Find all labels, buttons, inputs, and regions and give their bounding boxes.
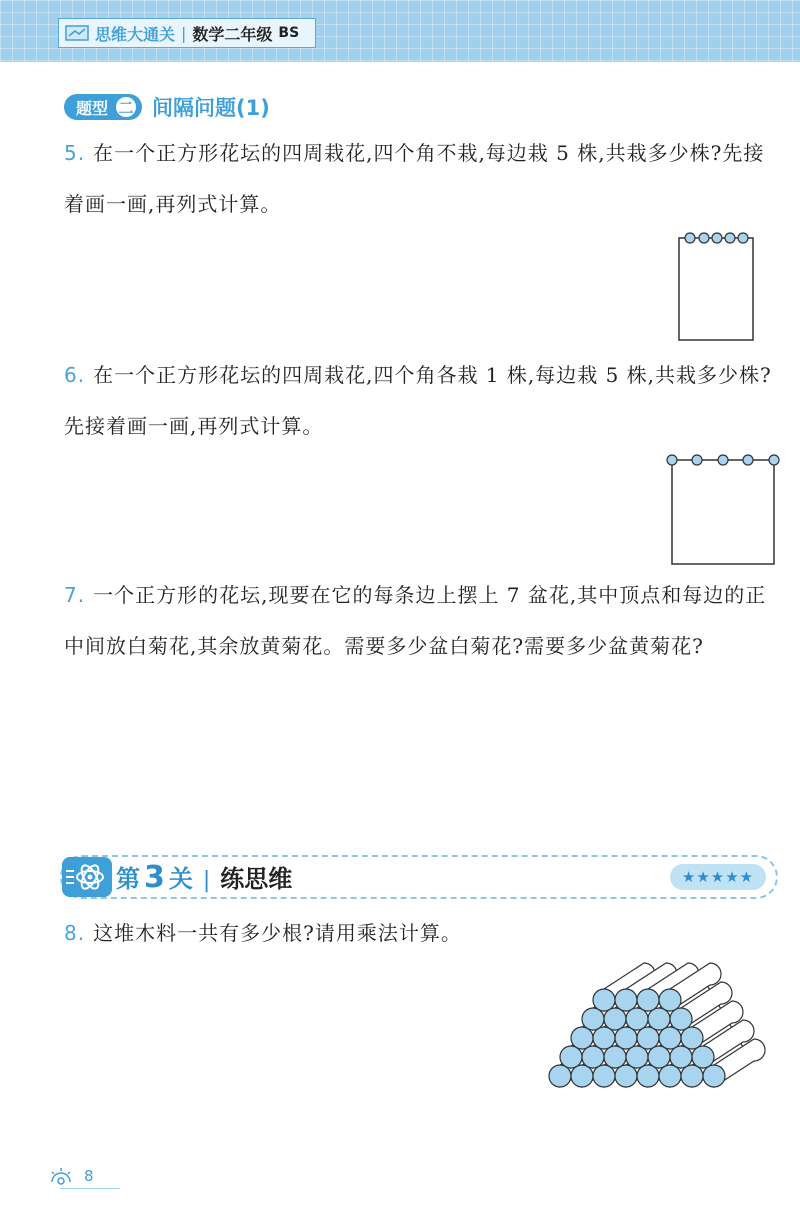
- question-6: [64, 350, 780, 452]
- section-title: 间隔问题(1): [152, 96, 270, 120]
- question-5: [64, 128, 780, 230]
- log-end: [670, 1046, 692, 1068]
- flower-dot: [725, 233, 735, 243]
- log-end: [637, 1065, 659, 1087]
- page-number: 8: [84, 1167, 94, 1185]
- flower-dot: [743, 455, 753, 465]
- question-7: [64, 570, 780, 672]
- book-icon: [65, 24, 89, 42]
- question-text: 在一个正方形花坛的四周栽花,四个角各栽 1 株,每边栽 5 株,共栽多少株?先接着画一画,再列式计算。: [64, 363, 772, 438]
- log-end: [571, 1065, 593, 1087]
- level-prefix: 第: [116, 865, 140, 893]
- header-separator: |: [181, 23, 187, 43]
- log-end: [615, 1065, 637, 1087]
- flower-dot: [685, 233, 695, 243]
- flower-dot: [692, 455, 702, 465]
- log-end: [659, 989, 681, 1011]
- question-8: [64, 908, 780, 959]
- flower-dot: [718, 455, 728, 465]
- log-end: [681, 1027, 703, 1049]
- question-number: 5.: [64, 141, 86, 165]
- log-end: [593, 1027, 615, 1049]
- section-badge: [64, 94, 142, 120]
- difficulty-stars: ★★★★★: [670, 864, 766, 890]
- sun-icon: [48, 1166, 74, 1186]
- flower-dot: [712, 233, 722, 243]
- log-end: [659, 1027, 681, 1049]
- edition-label: BS: [278, 25, 300, 41]
- flower-dot: [769, 455, 779, 465]
- subject-title: 数学二年级: [192, 24, 273, 44]
- header-tab: [58, 18, 316, 48]
- section-number: 二: [114, 95, 138, 119]
- log-end: [648, 1008, 670, 1030]
- log-end: [703, 1065, 725, 1087]
- question-text: 这堆木料一共有多少根?请用乘法计算。: [93, 921, 462, 945]
- question-text: 一个正方形的花坛,现要在它的每条边上摆上 7 盆花,其中顶点和每边的正中间放白菊花,其余放黄菊花。需要多少盆白菊花?需要多少盆黄菊花?: [64, 583, 767, 658]
- brand-name: 思维大通关: [95, 24, 176, 44]
- level-banner: [60, 855, 778, 899]
- log-end: [582, 1046, 604, 1068]
- log-end: [648, 1046, 670, 1068]
- log-end: [604, 1008, 626, 1030]
- log-end: [681, 1065, 703, 1087]
- log-end: [593, 1065, 615, 1087]
- log-end: [593, 989, 615, 1011]
- flowerbed-diagram-6: [660, 450, 784, 570]
- level-name: 练思维: [220, 865, 293, 893]
- log-end: [626, 1008, 648, 1030]
- log-end: [549, 1065, 571, 1087]
- log-end: [670, 1008, 692, 1030]
- flowerbed-diagram-5: [670, 228, 765, 346]
- log-end: [637, 989, 659, 1011]
- page-footer: [48, 1166, 94, 1186]
- level-separator: |: [202, 868, 211, 893]
- log-end: [692, 1046, 714, 1068]
- level-title: [116, 859, 292, 895]
- footer-rule: [60, 1188, 120, 1189]
- header-band: [0, 0, 800, 62]
- log-end: [615, 989, 637, 1011]
- log-end: [571, 1027, 593, 1049]
- level-suffix: 关: [168, 865, 193, 893]
- flower-dot: [667, 455, 677, 465]
- log-end: [637, 1027, 659, 1049]
- log-pile-illustration: [544, 962, 780, 1092]
- atom-icon: [62, 857, 112, 897]
- section-heading: [64, 92, 270, 122]
- log-end: [626, 1046, 648, 1068]
- log-end: [560, 1046, 582, 1068]
- question-text: 在一个正方形花坛的四周栽花,四个角不栽,每边栽 5 株,共栽多少株?先接着画一画,再列式计算。: [64, 141, 765, 216]
- level-number: 3: [144, 860, 165, 895]
- log-end: [604, 1046, 626, 1068]
- question-number: 8.: [64, 921, 86, 945]
- question-number: 6.: [64, 363, 86, 387]
- section-label: 题型: [76, 98, 109, 118]
- flower-dot: [738, 233, 748, 243]
- log-end: [659, 1065, 681, 1087]
- log-end: [615, 1027, 637, 1049]
- log-end: [582, 1008, 604, 1030]
- flower-dot: [699, 233, 709, 243]
- question-number: 7.: [64, 583, 86, 607]
